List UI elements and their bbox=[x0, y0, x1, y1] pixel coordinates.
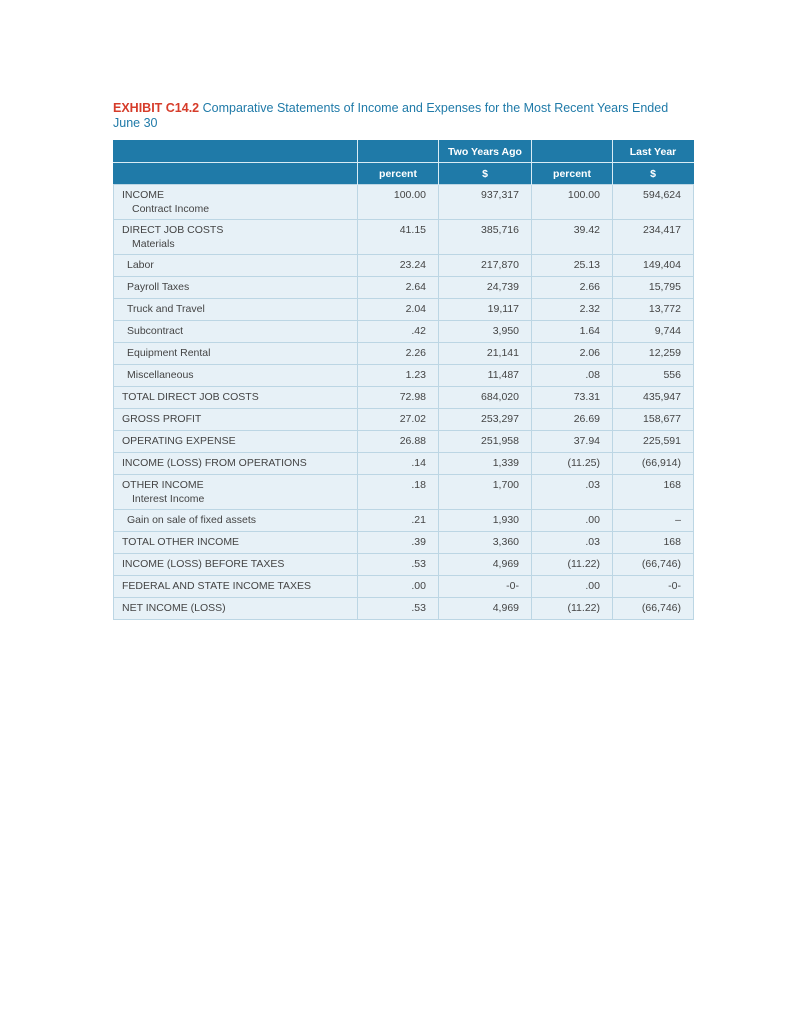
cell-p1: .14 bbox=[358, 453, 439, 475]
row-label-text: Miscellaneous bbox=[127, 369, 194, 381]
row-label-text: OTHER INCOME bbox=[122, 479, 204, 491]
table-row bbox=[114, 387, 694, 409]
table-row bbox=[114, 220, 694, 255]
row-label-text: OPERATING EXPENSE bbox=[122, 435, 236, 447]
table-row bbox=[114, 510, 694, 532]
cell-d2: 556 bbox=[613, 365, 694, 387]
row-label bbox=[114, 453, 358, 475]
table-row bbox=[114, 475, 694, 510]
row-label-text: INCOME (LOSS) FROM OPERATIONS bbox=[122, 457, 307, 469]
cell-d1: 251,958 bbox=[439, 431, 532, 453]
cell-p2: 37.94 bbox=[532, 431, 613, 453]
cell-p1: 2.26 bbox=[358, 343, 439, 365]
cell-d1: 1,930 bbox=[439, 510, 532, 532]
row-label bbox=[114, 321, 358, 343]
cell-d2: 15,795 bbox=[613, 277, 694, 299]
cell-p2: .00 bbox=[532, 510, 613, 532]
cell-d1: 3,950 bbox=[439, 321, 532, 343]
row-sublabel-text: Contract Income bbox=[132, 203, 210, 215]
cell-p1: 26.88 bbox=[358, 431, 439, 453]
cell-p2: 100.00 bbox=[532, 185, 613, 220]
cell-d1: 3,360 bbox=[439, 532, 532, 554]
row-sublabel-text: Interest Income bbox=[132, 493, 205, 505]
cell-d1: -0- bbox=[439, 576, 532, 598]
cell-p1: 23.24 bbox=[358, 255, 439, 277]
cell-p2: (11.25) bbox=[532, 453, 613, 475]
cell-p1: .42 bbox=[358, 321, 439, 343]
row-label-text: INCOME bbox=[122, 189, 164, 201]
cell-d1: 217,870 bbox=[439, 255, 532, 277]
header-last-year: Last Year bbox=[613, 141, 694, 163]
cell-p2: 26.69 bbox=[532, 409, 613, 431]
cell-d2: 168 bbox=[613, 532, 694, 554]
header-dollar-2: $ bbox=[613, 163, 694, 185]
row-label bbox=[114, 255, 358, 277]
row-label-text: INCOME (LOSS) BEFORE TAXES bbox=[122, 558, 285, 570]
cell-p1: 1.23 bbox=[358, 365, 439, 387]
row-label-text: Labor bbox=[127, 259, 154, 271]
cell-d1: 19,117 bbox=[439, 299, 532, 321]
cell-d2: 225,591 bbox=[613, 431, 694, 453]
cell-p2: .00 bbox=[532, 576, 613, 598]
cell-d2: (66,914) bbox=[613, 453, 694, 475]
cell-p2: .03 bbox=[532, 532, 613, 554]
cell-d1: 684,020 bbox=[439, 387, 532, 409]
row-label bbox=[114, 554, 358, 576]
table-row bbox=[114, 299, 694, 321]
table-row bbox=[114, 576, 694, 598]
row-label-text: Subcontract bbox=[127, 325, 184, 337]
cell-p2: 2.66 bbox=[532, 277, 613, 299]
cell-d1: 253,297 bbox=[439, 409, 532, 431]
cell-p2: 2.06 bbox=[532, 343, 613, 365]
header-blank-3 bbox=[532, 141, 613, 163]
table-row bbox=[114, 365, 694, 387]
row-label bbox=[114, 409, 358, 431]
row-label-text: FEDERAL AND STATE INCOME TAXES bbox=[122, 580, 312, 592]
header-blank-1 bbox=[114, 141, 358, 163]
cell-d2: 594,624 bbox=[613, 185, 694, 220]
cell-p1: .00 bbox=[358, 576, 439, 598]
exhibit-caption bbox=[113, 101, 693, 131]
cell-d2: 9,744 bbox=[613, 321, 694, 343]
cell-d2: – bbox=[613, 510, 694, 532]
row-label-text: Gain on sale of fixed assets bbox=[127, 514, 256, 526]
cell-p2: .08 bbox=[532, 365, 613, 387]
row-label bbox=[114, 220, 358, 255]
cell-d1: 4,969 bbox=[439, 554, 532, 576]
cell-p2: .03 bbox=[532, 475, 613, 510]
cell-p2: 39.42 bbox=[532, 220, 613, 255]
cell-d1: 385,716 bbox=[439, 220, 532, 255]
table-body bbox=[114, 185, 694, 620]
cell-p1: 27.02 bbox=[358, 409, 439, 431]
cell-p2: 25.13 bbox=[532, 255, 613, 277]
row-label-text: Payroll Taxes bbox=[127, 281, 190, 293]
cell-p1: 2.64 bbox=[358, 277, 439, 299]
row-label-text: DIRECT JOB COSTS bbox=[122, 224, 224, 236]
cell-d2: 13,772 bbox=[613, 299, 694, 321]
header-two-years-ago: Two Years Ago bbox=[439, 141, 532, 163]
header-percent-2: percent bbox=[532, 163, 613, 185]
row-label bbox=[114, 185, 358, 220]
cell-d1: 1,339 bbox=[439, 453, 532, 475]
cell-p1: .39 bbox=[358, 532, 439, 554]
table-row bbox=[114, 598, 694, 620]
table-row bbox=[114, 409, 694, 431]
row-label bbox=[114, 510, 358, 532]
income-statement-table bbox=[113, 140, 694, 620]
row-label-text: TOTAL OTHER INCOME bbox=[122, 536, 240, 548]
table-row bbox=[114, 185, 694, 220]
cell-p2: 73.31 bbox=[532, 387, 613, 409]
row-label bbox=[114, 277, 358, 299]
row-label bbox=[114, 343, 358, 365]
cell-d2: 12,259 bbox=[613, 343, 694, 365]
row-label bbox=[114, 387, 358, 409]
row-label-text: Equipment Rental bbox=[127, 347, 211, 359]
row-sublabel-text: Materials bbox=[132, 238, 175, 250]
table-row bbox=[114, 453, 694, 475]
header-row-groups bbox=[114, 141, 694, 163]
cell-d1: 11,487 bbox=[439, 365, 532, 387]
cell-d2: 435,947 bbox=[613, 387, 694, 409]
table-row bbox=[114, 343, 694, 365]
cell-p1: 41.15 bbox=[358, 220, 439, 255]
exhibit-label: EXHIBIT C14.2 bbox=[113, 101, 200, 115]
cell-d2: 234,417 bbox=[613, 220, 694, 255]
header-blank-2 bbox=[358, 141, 439, 163]
cell-p1: 2.04 bbox=[358, 299, 439, 321]
cell-p2: (11.22) bbox=[532, 554, 613, 576]
cell-d2: (66,746) bbox=[613, 598, 694, 620]
header-row-columns bbox=[114, 163, 694, 185]
cell-p2: 1.64 bbox=[532, 321, 613, 343]
cell-d1: 937,317 bbox=[439, 185, 532, 220]
cell-p1: 72.98 bbox=[358, 387, 439, 409]
row-label bbox=[114, 475, 358, 510]
cell-d1: 1,700 bbox=[439, 475, 532, 510]
cell-p1: .53 bbox=[358, 598, 439, 620]
cell-p1: 100.00 bbox=[358, 185, 439, 220]
exhibit-title: Comparative Statements of Income and Expenses for the Most Recent Years Ended June 30 bbox=[113, 101, 669, 130]
row-label-text: GROSS PROFIT bbox=[122, 413, 202, 425]
row-label bbox=[114, 532, 358, 554]
cell-d2: 158,677 bbox=[613, 409, 694, 431]
row-label bbox=[114, 431, 358, 453]
cell-p1: .21 bbox=[358, 510, 439, 532]
table-row bbox=[114, 255, 694, 277]
row-label-text: TOTAL DIRECT JOB COSTS bbox=[122, 391, 259, 403]
header-percent-1: percent bbox=[358, 163, 439, 185]
cell-d2: (66,746) bbox=[613, 554, 694, 576]
table-row bbox=[114, 532, 694, 554]
row-label bbox=[114, 299, 358, 321]
cell-p1: .18 bbox=[358, 475, 439, 510]
cell-p1: .53 bbox=[358, 554, 439, 576]
row-label-text: NET INCOME (LOSS) bbox=[122, 602, 226, 614]
cell-d1: 24,739 bbox=[439, 277, 532, 299]
row-label bbox=[114, 576, 358, 598]
cell-d2: 168 bbox=[613, 475, 694, 510]
cell-p2: 2.32 bbox=[532, 299, 613, 321]
cell-d1: 4,969 bbox=[439, 598, 532, 620]
row-label bbox=[114, 598, 358, 620]
cell-d2: 149,404 bbox=[613, 255, 694, 277]
table-row bbox=[114, 277, 694, 299]
table-row bbox=[114, 431, 694, 453]
header-blank-4 bbox=[114, 163, 358, 185]
table-row bbox=[114, 554, 694, 576]
cell-d2: -0- bbox=[613, 576, 694, 598]
header-dollar-1: $ bbox=[439, 163, 532, 185]
row-label bbox=[114, 365, 358, 387]
table-row bbox=[114, 321, 694, 343]
cell-d1: 21,141 bbox=[439, 343, 532, 365]
row-label-text: Truck and Travel bbox=[127, 303, 205, 315]
cell-p2: (11.22) bbox=[532, 598, 613, 620]
